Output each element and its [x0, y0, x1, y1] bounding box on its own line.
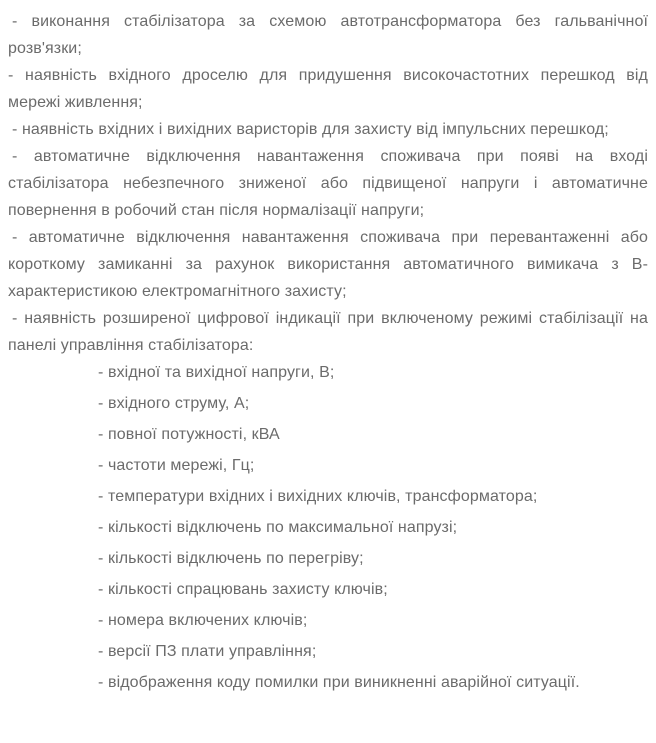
indication-item-active-keys: - номера включених ключів;: [98, 612, 308, 629]
indication-item-power: - повної потужності, кВА: [98, 426, 280, 443]
indication-item-voltage: - вхідної та вихідної напруги, В;: [98, 364, 335, 381]
feature-paragraph-autotransformer: - виконання стабілізатора за схемою автотрансформатора без гальванічної розв'язки;: [8, 13, 648, 57]
features-list: [8, 8, 648, 359]
indication-list: [8, 362, 648, 694]
indication-item-overheat-count: - кількості відключень по перегріву;: [98, 550, 364, 567]
indication-item-temperature: - температури вхідних і вихідних ключів, трансформатора;: [98, 488, 538, 505]
feature-paragraph-input-choke: - наявність вхідного дроселю для придушення високочастотних перешкод від мережі живлення;: [8, 67, 648, 111]
indication-item-overvoltage-count: - кількості відключень по максимальної напрузі;: [98, 519, 458, 536]
feature-paragraph-auto-disconnect-overload: - автоматичне відключення навантаження споживача при перевантаженні або короткому замиканні за рахунок використання автоматичного вимикача з В-характеристикою електромагнітного захисту;: [8, 229, 648, 300]
indication-item-error-code: - відображення коду помилки при виникненні аварійної ситуації.: [98, 674, 580, 691]
indication-item-key-protection-count: - кількості спрацювань захисту ключів;: [98, 581, 388, 598]
document-body: [8, 8, 648, 694]
feature-paragraph-varistors: - наявність вхідних і вихідних варисторів для захисту від імпульсних перешкод;: [12, 121, 609, 138]
feature-paragraph-digital-indication-intro: - наявність розширеної цифрової індикації при включеному режимі стабілізації на панелі управління стабілізатора:: [8, 310, 648, 354]
indication-item-firmware-version: - версії ПЗ плати управління;: [98, 643, 317, 660]
indication-item-current: - вхідного струму, А;: [98, 395, 250, 412]
indication-item-frequency: - частоти мережі, Гц;: [98, 457, 255, 474]
feature-paragraph-auto-disconnect-voltage: - автоматичне відключення навантаження споживача при появі на вході стабілізатора небезпечного зниженої або підвищеної напруги і автоматичне повернення в робочий стан після нормалізації напруги;: [8, 148, 648, 219]
